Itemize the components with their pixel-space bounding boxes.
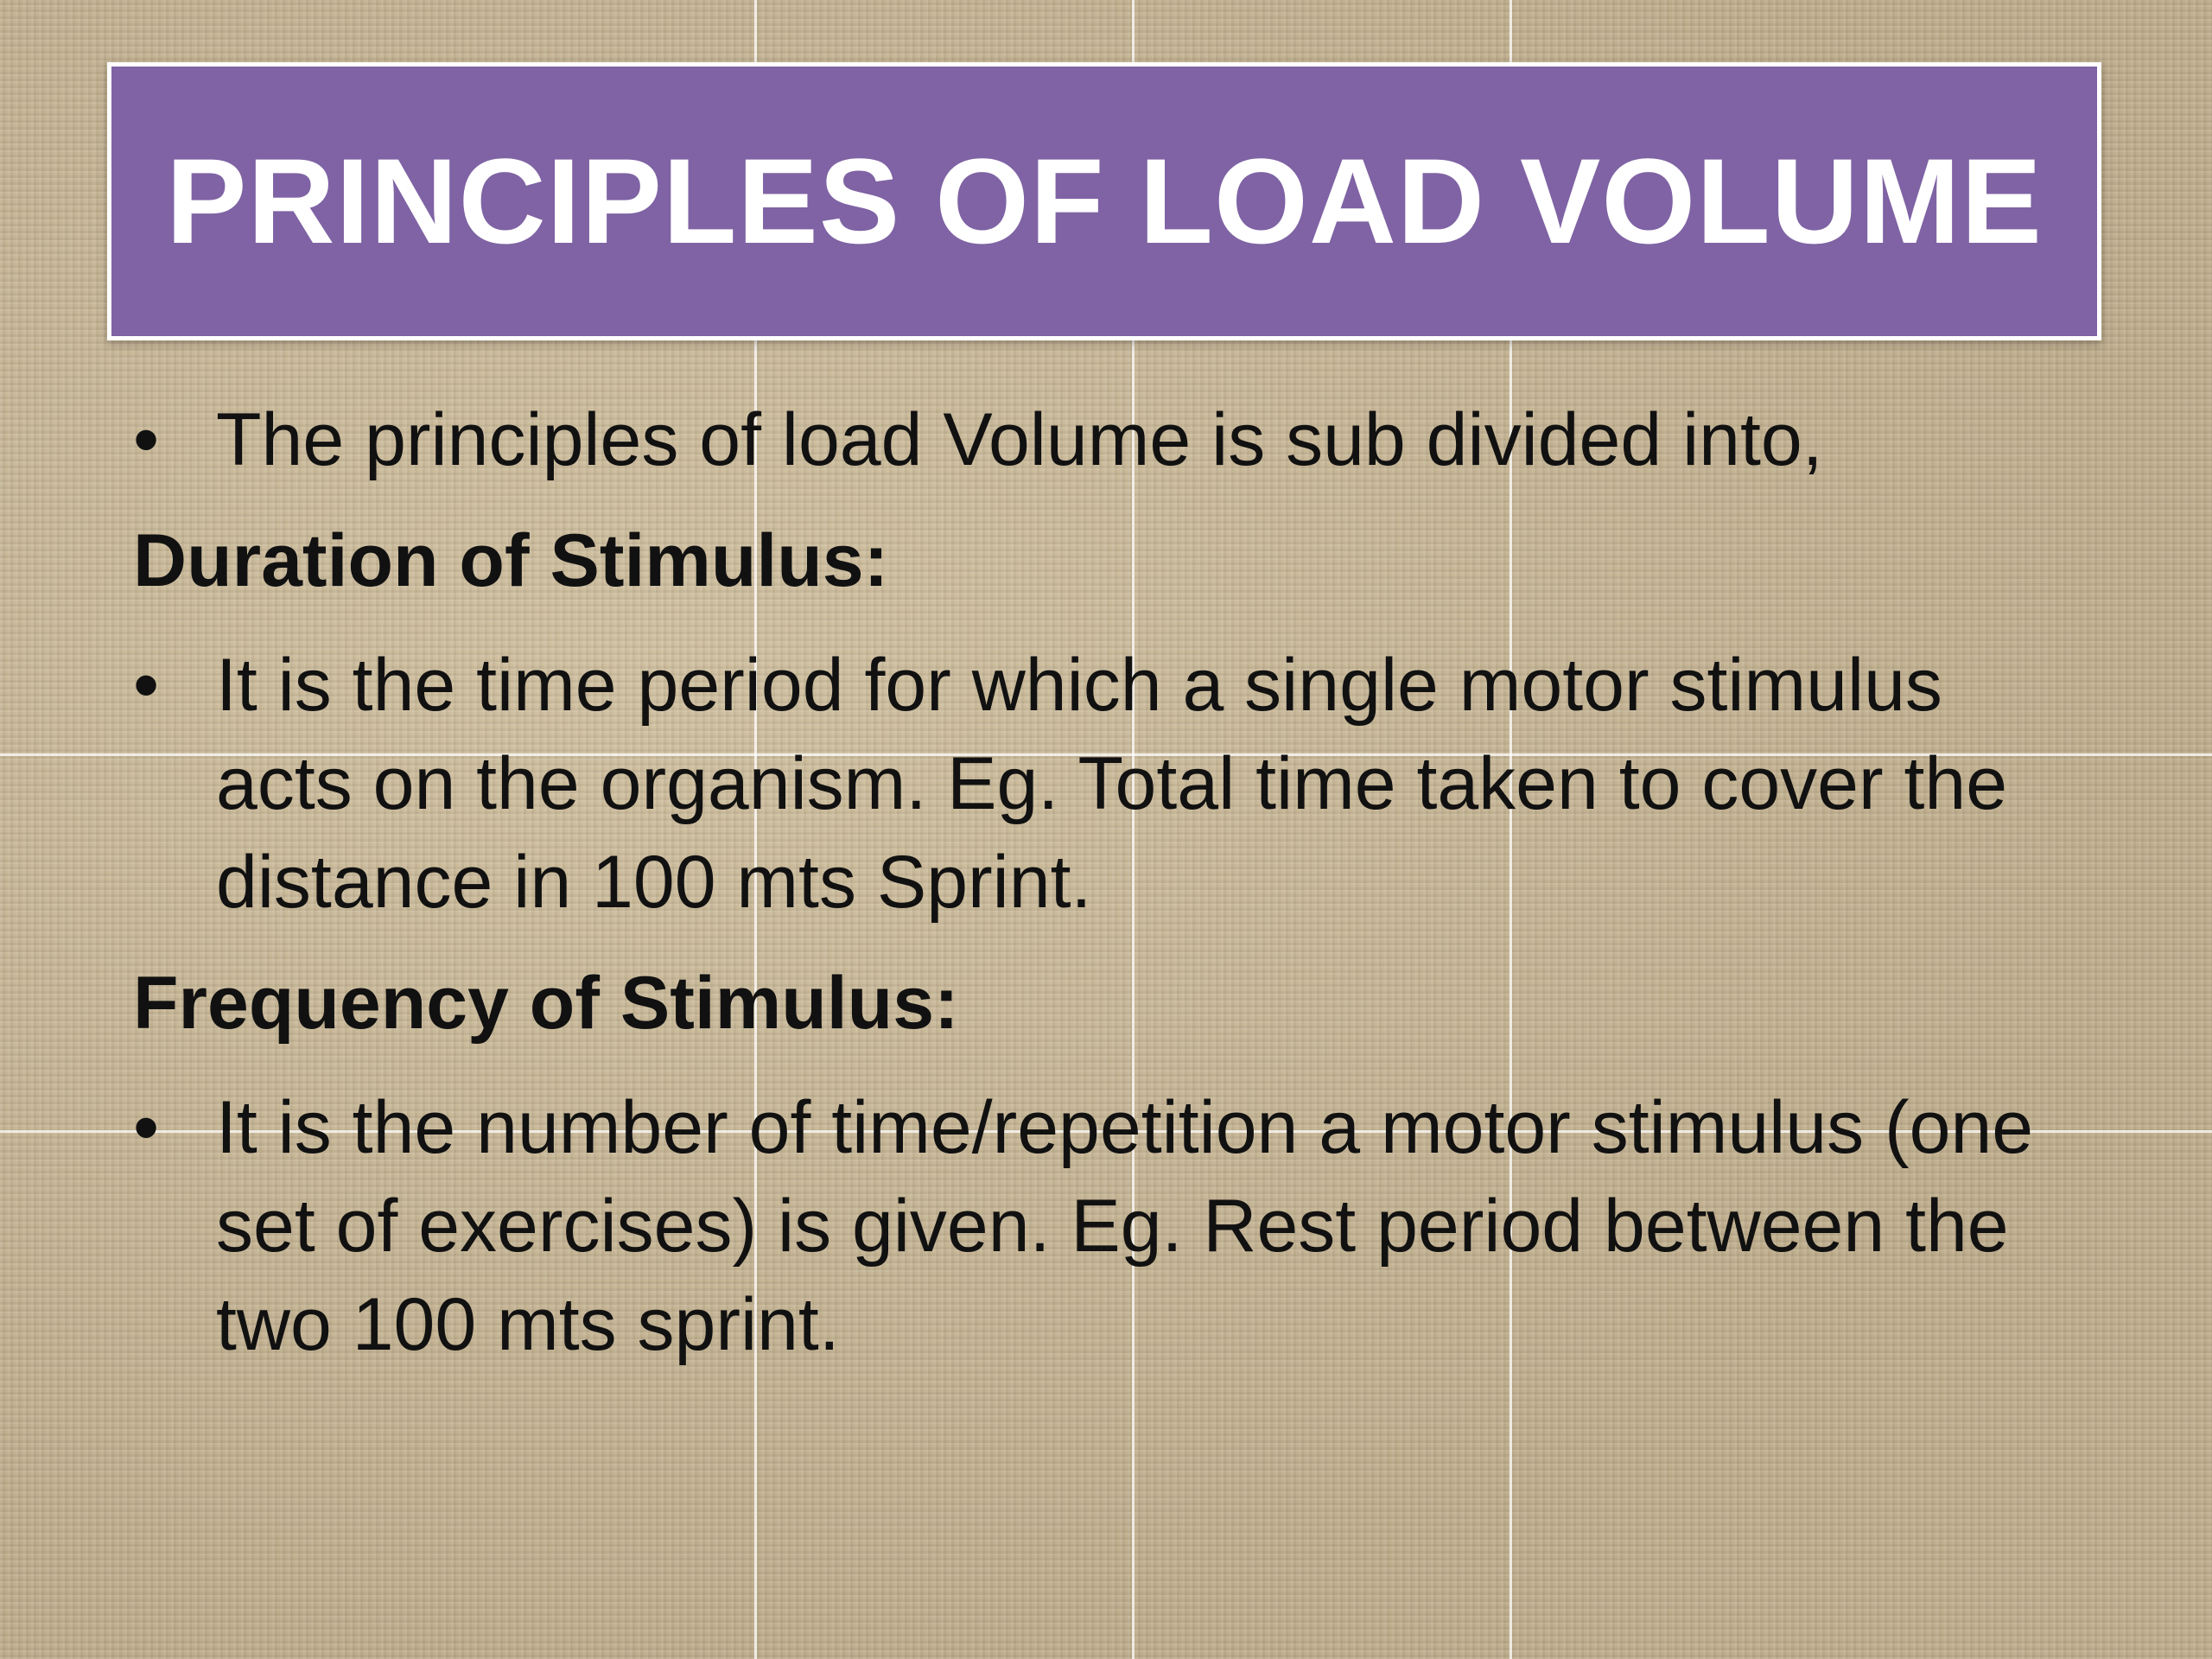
duration-bullet (133, 636, 2031, 931)
duration-bullet-text: It is the time period for which a single motor stimulus acts on the organism. Eg. Total time taken to cover the distance in 100 mts Sprint. (216, 644, 2008, 924)
section-heading-frequency: Frequency of Stimulus: (133, 962, 959, 1045)
bullet-icon: • (133, 644, 160, 727)
section-heading-duration: Duration of Stimulus: (133, 519, 889, 602)
bullet-icon: • (133, 398, 160, 481)
bullet-icon: • (133, 1086, 160, 1169)
title-box (107, 62, 2101, 340)
frequency-bullet-text: It is the number of time/repetition a motor stimulus (one set of exercises) is given. Eg. Rest period between the two 100 mts sprint. (216, 1086, 2034, 1366)
slide-content (133, 391, 2120, 1374)
intro-bullet (133, 391, 2120, 489)
intro-bullet-text: The principles of load Volume is sub divided into, (216, 398, 1823, 481)
frequency-bullet (133, 1078, 2082, 1374)
slide-title: PRINCIPLES OF LOAD VOLUME (166, 133, 2043, 269)
